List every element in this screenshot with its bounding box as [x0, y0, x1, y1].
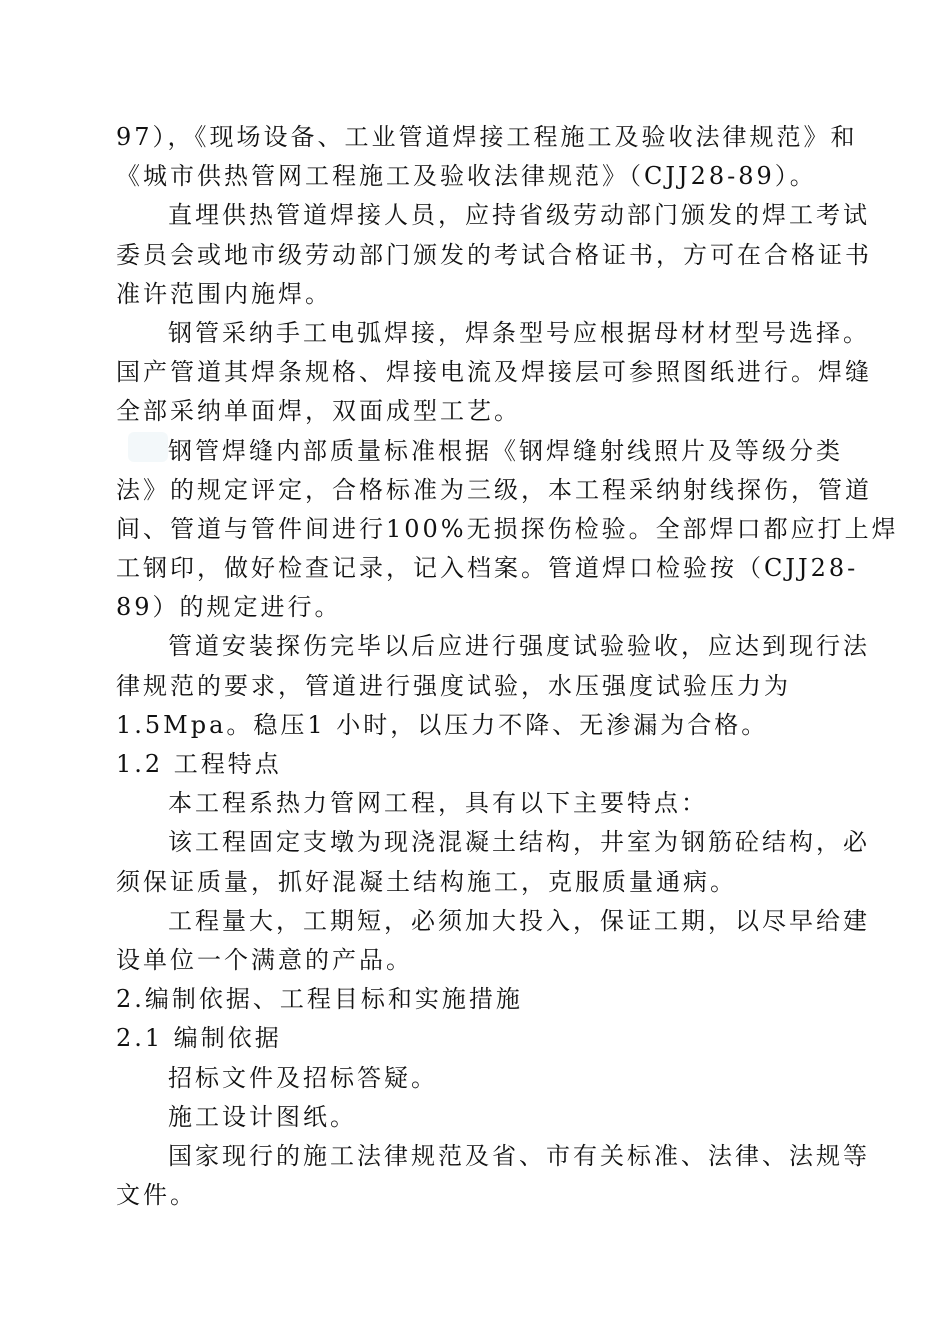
text-line: 2.1 编制依据	[116, 1024, 282, 1053]
text-line: 设单位一个满意的产品。	[116, 945, 413, 974]
text-line: 工程量大，工期短，必须加大投入，保证工期，以尽早给建	[168, 906, 870, 935]
text-line: 施工设计图纸。	[168, 1102, 357, 1131]
text-line: 直埋供热管道焊接人员，应持省级劳动部门颁发的焊工考试	[168, 201, 870, 230]
text-line: 准许范围内施焊。	[116, 279, 332, 308]
document-body	[116, 118, 899, 1215]
text-line: 1.2 工程特点	[116, 750, 282, 778]
text-line: 律规范的要求，管道进行强度试验，水压强度试验压力为	[116, 671, 791, 700]
text-line: 国家现行的施工法律规范及省、市有关标准、法律、法规等	[168, 1141, 870, 1170]
text-line: 管道安装探伤完毕以后应进行强度试验验收，应达到现行法	[168, 632, 870, 661]
text-line: 本工程系热力管网工程，具有以下主要特点：	[168, 789, 708, 818]
text-line: 该工程固定支墩为现浇混凝土结构，井室为钢筋砼结构，必	[168, 828, 870, 857]
text-line: 1.5Mpa。稳压1 小时，以压力不降、无渗漏为合格。	[116, 710, 769, 739]
text-line: 89）的规定进行。	[116, 593, 342, 622]
text-line: 钢管焊缝内部质量标准根据《钢焊缝射线照片及等级分类	[168, 436, 843, 465]
text-line: 国产管道其焊条规格、焊接电流及焊接层可参照图纸进行。焊缝	[116, 358, 872, 387]
text-line: 全部采纳单面焊，双面成型工艺。	[116, 397, 521, 426]
text-line: 97），《现场设备、工业管道焊接工程施工及验收法律规范》和	[116, 123, 858, 151]
text-line: 钢管采纳手工电弧焊接，焊条型号应根据母材材型号选择。	[168, 318, 870, 347]
text-line: 工钢印，做好检查记录，记入档案。管道焊口检验按（CJJ28-	[116, 554, 859, 583]
text-line: 间、管道与管件间进行100%无损探伤检验。全部焊口都应打上焊	[116, 514, 899, 543]
text-line: 招标文件及招标答疑。	[168, 1063, 438, 1092]
text-line: 须保证质量，抓好混凝土结构施工，克服质量通病。	[116, 867, 737, 896]
text-line: 《城市供热管网工程施工及验收法律规范》（CJJ28-89）。	[116, 162, 817, 191]
text-line: 2.编制依据、工程目标和实施措施	[116, 985, 523, 1014]
text-line: 文件。	[116, 1181, 197, 1210]
text-line: 委员会或地市级劳动部门颁发的考试合格证书，方可在合格证书	[116, 240, 872, 269]
text-line: 法》的规定评定，合格标准为三级，本工程采纳射线探伤，管道	[116, 475, 872, 504]
